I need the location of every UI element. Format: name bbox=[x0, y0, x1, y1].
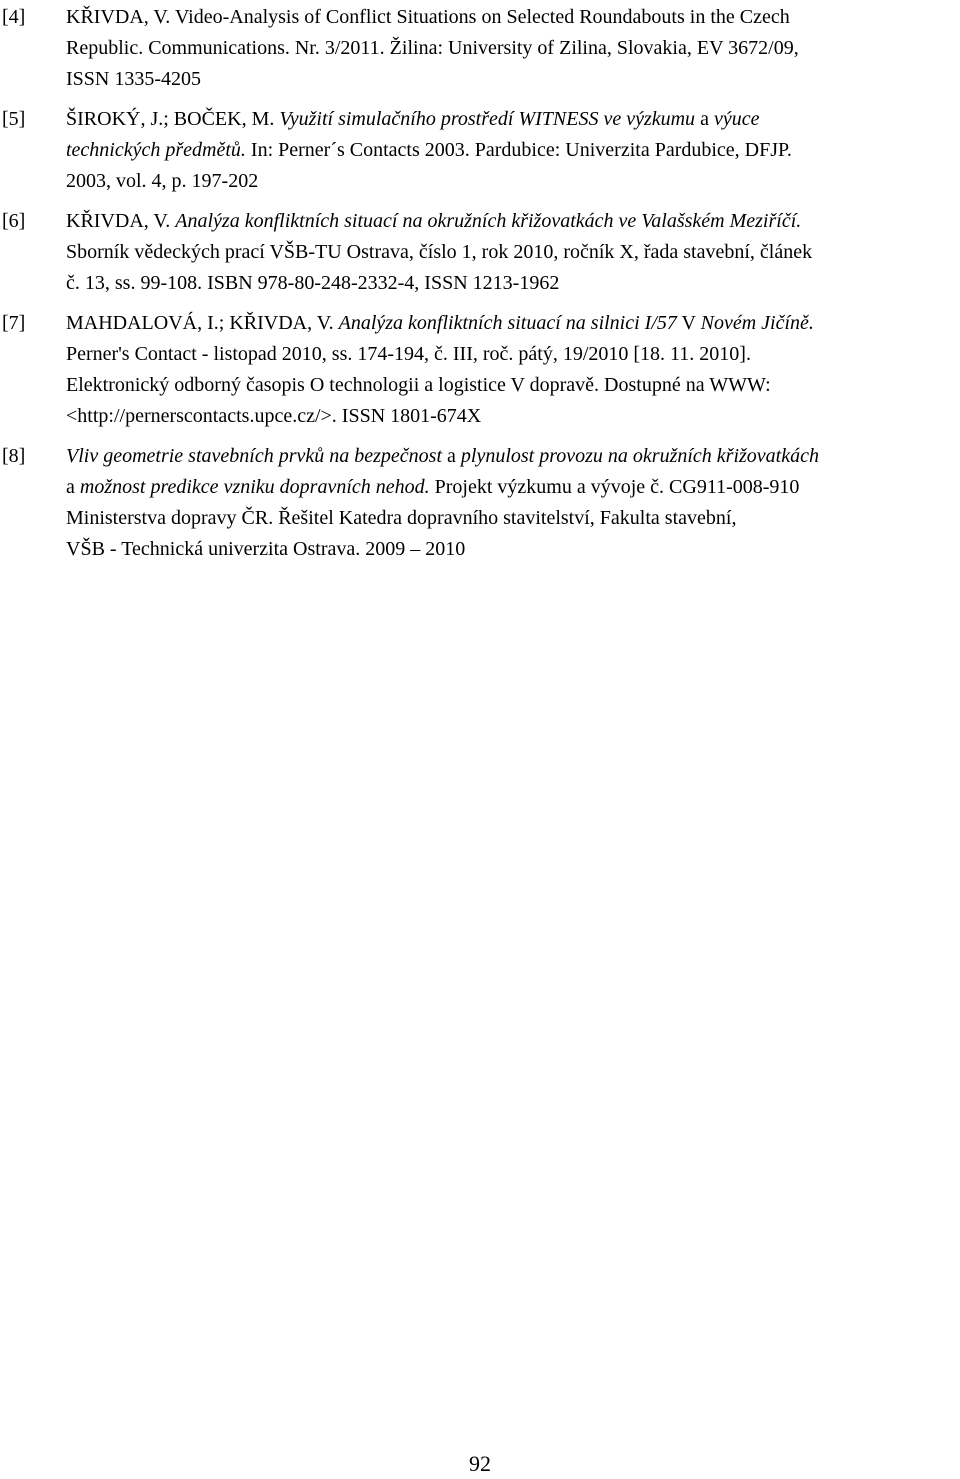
text-segment: <http://pernerscontacts.upce.cz/>. ISSN 1801-674X bbox=[66, 405, 482, 427]
text-segment: ŠIROKÝ, J.; BOČEK, M. bbox=[66, 108, 280, 130]
reference-text bbox=[66, 206, 958, 299]
reference-line bbox=[66, 308, 958, 339]
reference-line bbox=[66, 2, 958, 33]
text-segment: KŘIVDA, V. Video-Analysis of Conflict Situations on Selected Roundabouts in the Czech bbox=[66, 6, 790, 28]
italic-text-segment: technických předmětů. bbox=[66, 139, 246, 161]
text-segment: Sborník vědeckých prací VŠB-TU Ostrava, číslo 1, rok 2010, ročník X, řada stavební, článek bbox=[66, 241, 813, 263]
reference-line bbox=[66, 206, 958, 237]
italic-text-segment: Novém Jičíně. bbox=[700, 312, 814, 334]
reference-line bbox=[66, 472, 958, 503]
text-segment: a bbox=[442, 445, 461, 467]
text-segment: Projekt výzkumu a vývoje č. CG911-008-910 bbox=[429, 476, 800, 498]
text-segment: In: Perner´s Contacts 2003. Pardubice: Univerzita Pardubice, DFJP. bbox=[245, 139, 792, 161]
italic-text-segment: Vliv geometrie stavebních prvků na bezpečnost bbox=[66, 445, 442, 467]
reference-text bbox=[66, 2, 958, 95]
reference-line bbox=[66, 135, 958, 166]
text-segment: Republic. Communications. Nr. 3/2011. Žilina: University of Zilina, Slovakia, EV 3672/09, bbox=[66, 37, 799, 59]
reference-line bbox=[66, 268, 958, 299]
text-segment: MAHDALOVÁ, I.; KŘIVDA, V. bbox=[66, 312, 339, 334]
reference-line bbox=[66, 370, 958, 401]
reference-line bbox=[66, 401, 958, 432]
italic-text-segment: Analýza konfliktních situací na silnici I/57 bbox=[338, 312, 677, 334]
reference-item bbox=[0, 2, 960, 95]
reference-number: [7] bbox=[2, 312, 26, 334]
reference-list bbox=[0, 2, 960, 574]
italic-text-segment: plynulost provozu na okružních křižovatkách bbox=[460, 445, 819, 467]
reference-text bbox=[66, 441, 958, 565]
reference-item bbox=[0, 441, 960, 565]
text-segment: ISSN 1335-4205 bbox=[66, 68, 202, 90]
text-segment: Ministerstva dopravy ČR. Řešitel Katedra dopravního stavitelství, Fakulta stavební, bbox=[66, 507, 737, 529]
text-segment: Elektronický odborný časopis O technologii a logistice V dopravě. Dostupné na WWW: bbox=[66, 374, 771, 396]
page-number: 92 bbox=[469, 1451, 491, 1476]
reference-line bbox=[66, 503, 958, 534]
reference-line bbox=[66, 64, 958, 95]
reference-line bbox=[66, 237, 958, 268]
reference-item bbox=[0, 308, 960, 432]
reference-line bbox=[66, 441, 958, 472]
text-segment: Perner's Contact - listopad 2010, ss. 174-194, č. III, roč. pátý, 19/2010 [18. 11. 2010]. bbox=[66, 343, 751, 365]
text-segment: VŠB - Technická univerzita Ostrava. 2009 – 2010 bbox=[66, 538, 466, 560]
reference-number: [5] bbox=[2, 108, 26, 130]
reference-line bbox=[66, 104, 958, 135]
reference-number: [6] bbox=[2, 210, 26, 232]
reference-line bbox=[66, 166, 958, 197]
text-segment: KŘIVDA, V. bbox=[66, 210, 176, 232]
reference-number: [8] bbox=[2, 445, 26, 467]
reference-item bbox=[0, 104, 960, 197]
italic-text-segment: možnost predikce vzniku dopravních nehod. bbox=[79, 476, 430, 498]
italic-text-segment: Využití simulačního prostředí WITNESS ve výzkumu bbox=[279, 108, 696, 130]
reference-text bbox=[66, 308, 958, 432]
reference-line bbox=[66, 339, 958, 370]
reference-item bbox=[0, 206, 960, 299]
italic-text-segment: Analýza konfliktních situací na okružních křižovatkách ve Valašském Meziříčí. bbox=[175, 210, 802, 232]
reference-line bbox=[66, 33, 958, 64]
reference-line bbox=[66, 534, 958, 565]
text-segment: 2003, vol. 4, p. 197-202 bbox=[66, 170, 259, 192]
reference-number: [4] bbox=[2, 6, 26, 28]
text-segment: a bbox=[695, 108, 714, 130]
text-segment: a bbox=[66, 476, 80, 498]
italic-text-segment: výuce bbox=[713, 108, 760, 130]
text-segment: č. 13, ss. 99-108. ISBN 978-80-248-2332-4, ISSN 1213-1962 bbox=[66, 272, 560, 294]
reference-text bbox=[66, 104, 958, 197]
text-segment: V bbox=[676, 312, 701, 334]
